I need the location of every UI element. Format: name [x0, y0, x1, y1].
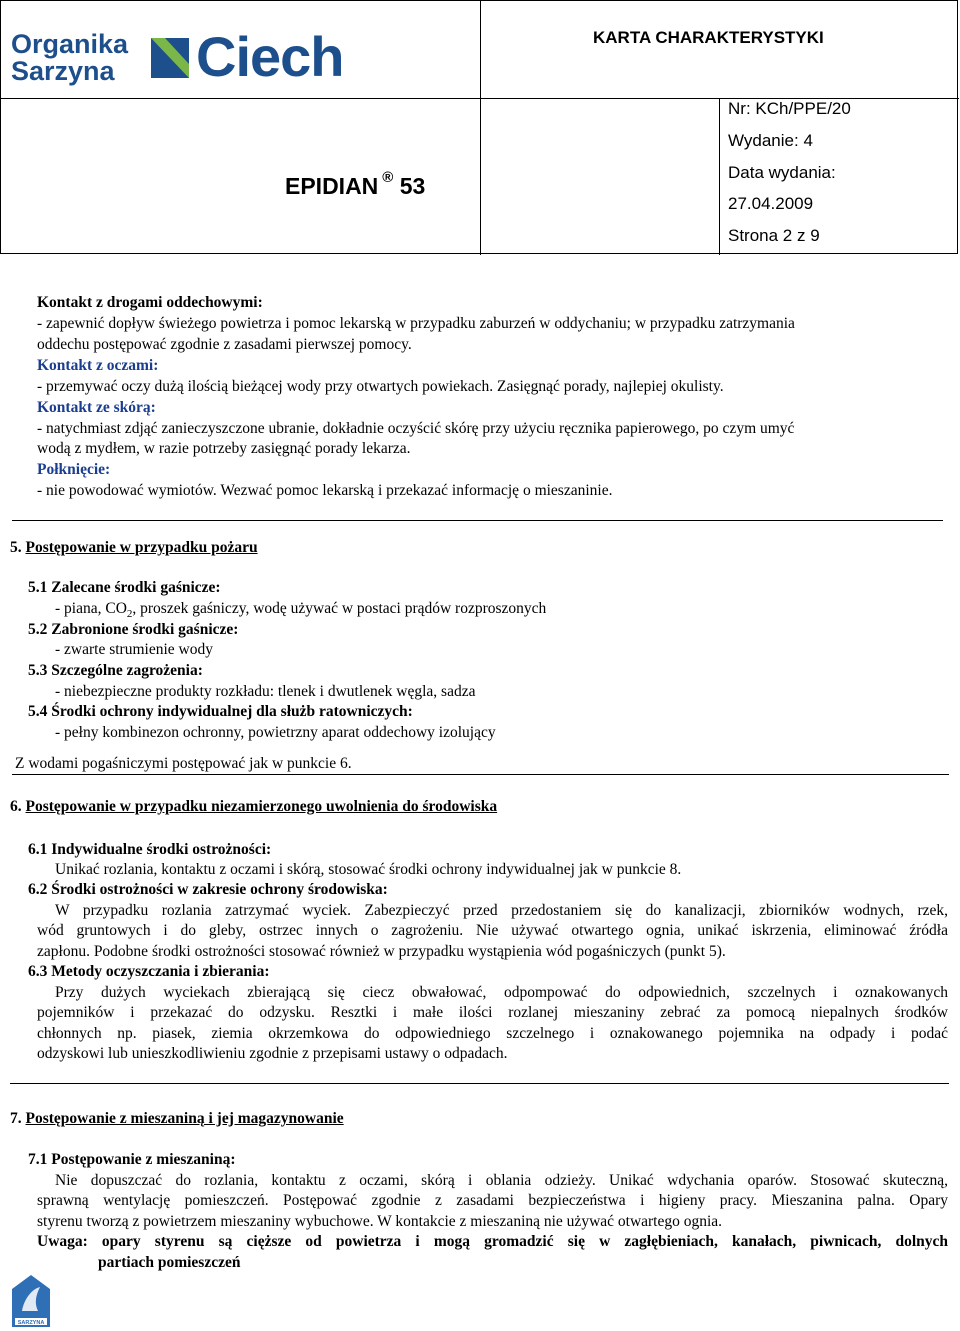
paragraph-line: chłonnych np. piasek, ziemia okrzemkowa do odpowiedniego szczelnego i oznakowanego pojemnika na odpady i podać: [37, 1025, 948, 1042]
subsection-heading: Kontakt z drogami oddechowymi:: [37, 294, 263, 311]
subsection-heading: 5.2 Zabronione środki gaśnicze:: [28, 621, 239, 638]
subsection-heading: Kontakt ze skórą:: [37, 399, 156, 416]
issue-date-label: Data wydania:: [728, 163, 836, 182]
svg-text:SARZYNA: SARZYNA: [17, 1320, 45, 1326]
paragraph-line: Przy dużych wyciekach zbierającą się ciecz obwałować, odpompować do odpowiednich, szczelnych i oznakowanych: [55, 984, 948, 1001]
warning-line: Uwaga: opary styrenu są cięższe od powietrza i mogą gromadzić się w zagłębieniach, kanałach, piwnicach, dolnych: [37, 1233, 948, 1250]
paragraph-line: styrenu tworzą z powietrzem mieszaniny wybuchowe. W kontakcie z mieszaniną nie używać otwartego ognia.: [37, 1213, 723, 1230]
paragraph-line: odzyskowi lub unieszkodliwieniu zgodnie z przepisami ustawy o odpadach.: [37, 1045, 508, 1062]
issue-date: 27.04.2009: [728, 194, 814, 213]
subsection-heading: 6.3 Metody oczyszczania i zbierania:: [28, 963, 270, 980]
subsection-heading: 5.3 Szczególne zagrożenia:: [28, 662, 203, 679]
organika-sarzyna-logo: Organika Sarzyna: [11, 29, 129, 86]
ciech-logo-icon: [151, 38, 189, 78]
section-title: 5. Postępowanie w przypadku pożaru: [10, 539, 258, 556]
paragraph-line: zapłonu. Podobne środki ostrożności stosować również w przypadku wystąpienia wód pogaśniczych (punkt 5).: [37, 943, 726, 960]
subsection-heading: Połknięcie:: [37, 461, 111, 478]
paragraph-line: - pełny kombinezon ochronny, powietrzny aparat oddechowy izolujący: [55, 724, 496, 741]
section-title: 6. Postępowanie w przypadku niezamierzonego uwolnienia do środowiska: [10, 798, 498, 815]
section-title: 7. Postępowanie z mieszaniną i jej magazynowanie: [10, 1110, 344, 1127]
document-title: KARTA CHARAKTERYSTYKI: [593, 28, 824, 47]
edition: Wydanie: 4: [728, 131, 813, 150]
paragraph-line: Unikać rozlania, kontaktu z oczami i skórą, stosować środki ochrony indywidualnej jak w punkcie 8.: [55, 861, 682, 878]
section-divider: [12, 774, 949, 775]
product-name: EPIDIAN ® 53: [285, 169, 426, 199]
paragraph-line: Nie dopuszczać do rozlania, kontaktu z oczami, skórą i oblania odzieży. Unikać wdychania oparów. Stosować skuteczną,: [55, 1172, 948, 1189]
subsection-heading: 6.2 Środki ostrożności w zakresie ochrony środowiska:: [28, 881, 388, 898]
subsection-heading: 7.1 Postępowanie z mieszaniną:: [28, 1151, 236, 1168]
warning-line: partiach pomieszczeń: [98, 1254, 241, 1271]
paragraph-line: wodą z mydłem, w razie potrzeby zasięgnąć porady lekarza.: [37, 440, 411, 457]
paragraph-line: Z wodami pogaśniczymi postępować jak w punkcie 6.: [15, 755, 352, 772]
paragraph-line: - przemywać oczy dużą ilością bieżącej wody przy otwartych powiekach. Zasięgnąć porady, najlepiej okulisty.: [37, 378, 724, 395]
subsection-heading: 5.1 Zalecane środki gaśnicze:: [28, 579, 221, 596]
page-number: Strona 2 z 9: [728, 226, 820, 245]
subsection-heading: Kontakt z oczami:: [37, 357, 159, 374]
paragraph-line: W przypadku rozlania zatrzymać wyciek. Zabezpieczyć przed przedostaniem się do kanalizacji, zbiorników wodnych, rzek,: [55, 902, 948, 919]
paragraph-line: pojemników i przekazać do odzysku. Resztki i małe ilości rozlanej mieszaniny zebrać za pomocą niepalnych środków: [37, 1004, 948, 1021]
paragraph-line: - piana, $CO_2$, proszek gaśniczy, wodę używać w postaci prądów rozproszonych: [55, 600, 547, 621]
section-divider: [10, 1083, 949, 1084]
paragraph-line: oddechu postępować zgodnie z zasadami pierwszej pomocy.: [37, 336, 412, 353]
document-header: [0, 0, 958, 254]
paragraph-line: - zapewnić dopływ świeżego powietrza i pomoc lekarską w przypadku zaburzeń w oddychaniu; w przypadku zatrzymania: [37, 315, 795, 332]
paragraph-line: - nie powodować wymiotów. Wezwać pomoc lekarską i przekazać informację o mieszaninie.: [37, 482, 613, 499]
subsection-heading: 6.1 Indywidualne środki ostrożności:: [28, 841, 272, 858]
paragraph-line: sprawną wentylację pomieszczeń. Postępować zgodnie z zasadami bezpieczeństwa i higieny pracy. Mieszanina palna. Opary: [37, 1192, 948, 1209]
paragraph-line: - niebezpieczne produkty rozkładu: tlenek i dwutlenek węgla, sadza: [55, 683, 476, 700]
document-number: Nr: KCh/PPE/20: [728, 99, 851, 118]
ciech-logo: Ciech: [196, 25, 344, 88]
paragraph-line: - zwarte strumienie wody: [55, 641, 213, 658]
paragraph-line: wód gruntowych i do gleby, ostrzec innych o zagrożeniu. Nie używać otwartego ognia, unikać iskrzenia, eliminować źródła: [37, 922, 948, 939]
header-divider: [719, 98, 720, 255]
subsection-heading: 5.4 Środki ochrony indywidualnej dla służb ratowniczych:: [28, 703, 413, 720]
section-divider: [12, 520, 943, 521]
paragraph-line: - natychmiast zdjąć zanieczyszczone ubranie, dokładnie oczyścić skórę przy użyciu ręcznika papierowego, po czym umyć: [37, 420, 795, 437]
sarzyna-badge-logo: [12, 1275, 50, 1327]
header-divider: [480, 1, 481, 255]
